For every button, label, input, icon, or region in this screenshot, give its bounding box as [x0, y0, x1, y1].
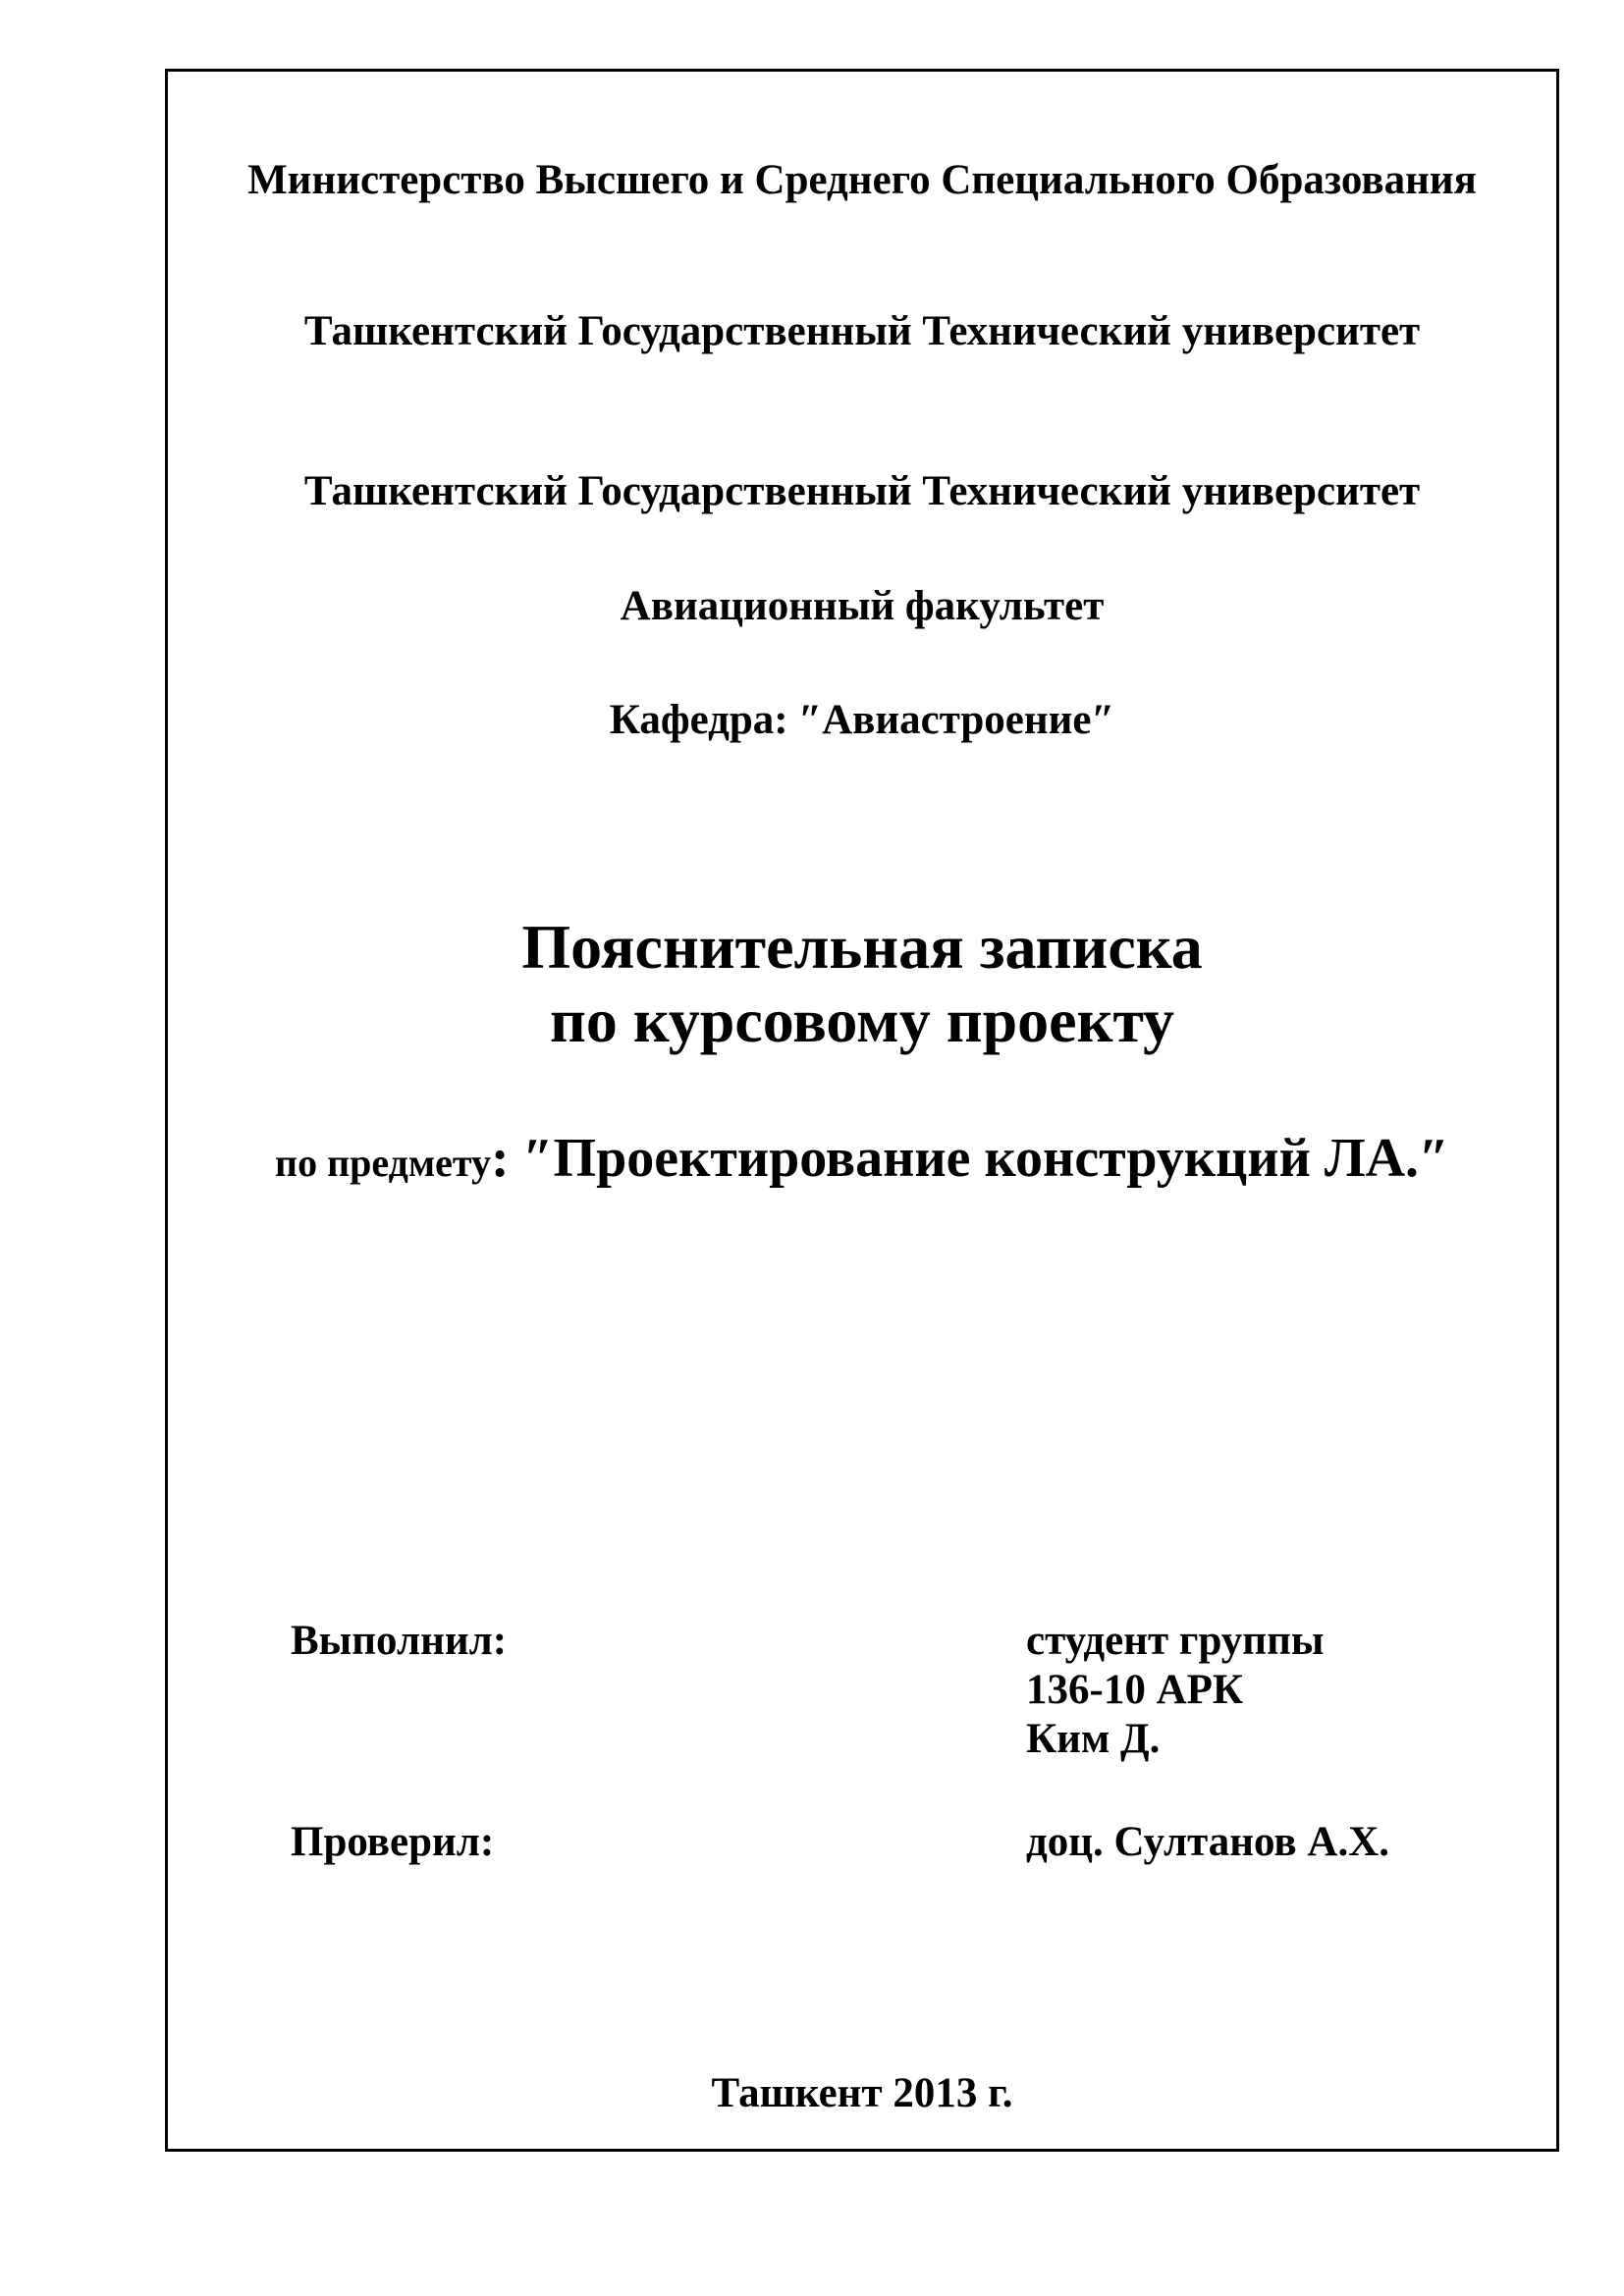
department-heading: Кафедра: ″Авиастроение″: [609, 697, 1115, 743]
subject-prefix: по предмету: [275, 1141, 491, 1185]
ministry-heading: Министерство Высшего и Среднего Специального Образования: [247, 157, 1477, 203]
subject-name: ″Проектирование конструкций ЛА.″: [522, 1128, 1449, 1189]
document-title-line-1: Пояснительная записка: [521, 912, 1203, 982]
student-group-label: студент группы: [1026, 1618, 1325, 1664]
performed-by-label: Выполнил:: [291, 1618, 508, 1664]
document-title-line-2: по курсовому проекту: [549, 986, 1175, 1055]
performed-by-details: [1026, 1617, 1324, 1764]
student-name: Ким Д.: [1026, 1716, 1161, 1762]
checked-by-label: Проверил:: [291, 1819, 495, 1865]
city-year-footer: Ташкент 2013 г.: [711, 2070, 1013, 2116]
group-number: 136-10 АРК: [1026, 1667, 1244, 1713]
subject-colon: :: [490, 1128, 523, 1189]
supervisor-name: доц. Султанов А.Х.: [1026, 1819, 1389, 1865]
faculty-heading: Авиационный факультет: [620, 583, 1105, 629]
subject-line: [165, 1128, 1559, 1200]
university-heading: Ташкентский Государственный Технический университет: [303, 308, 1421, 354]
university-heading-repeat: Ташкентский Государственный Технический университет: [303, 468, 1421, 514]
